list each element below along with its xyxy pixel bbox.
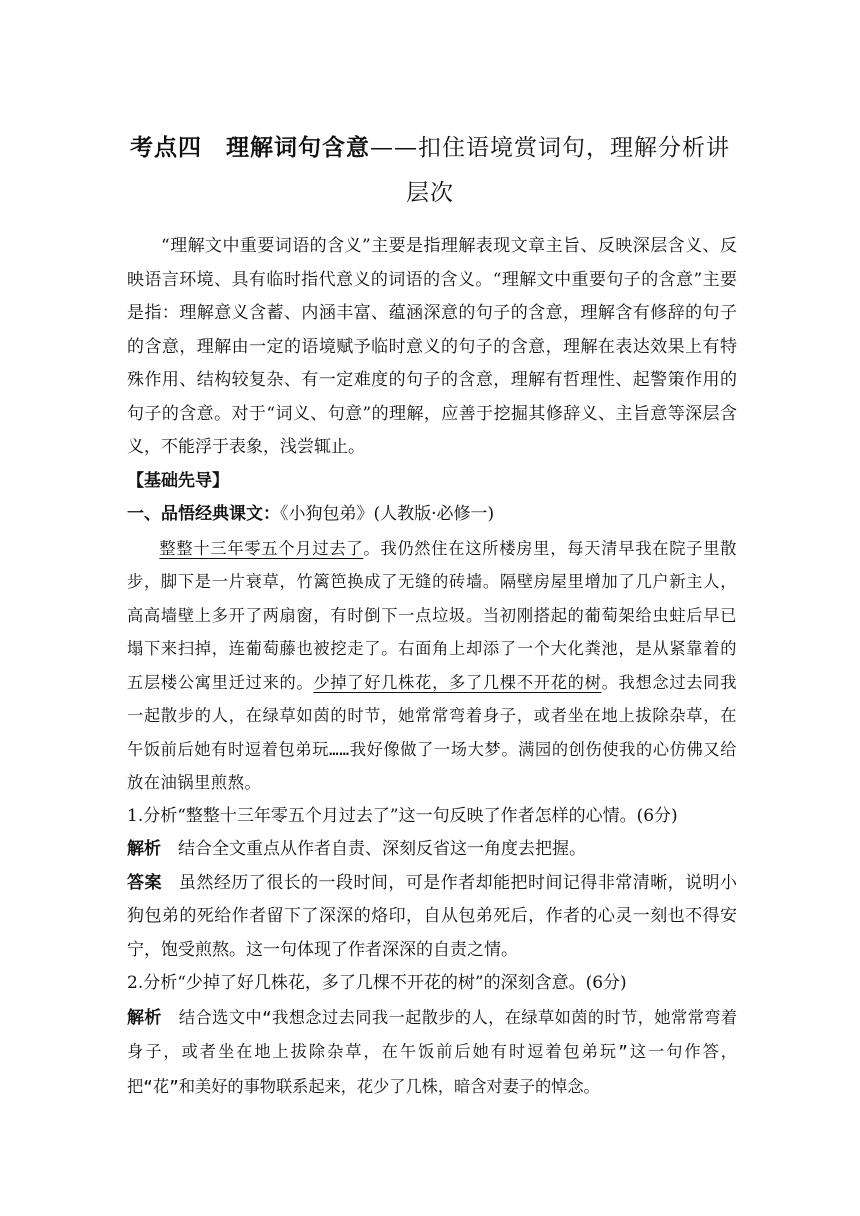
analysis-label-1: 解析 <box>127 839 161 859</box>
analysis-text-1: 结合全文重点从作者自责、深刻反省这一角度去把握。 <box>178 839 586 859</box>
passage-paragraph <box>127 532 737 800</box>
answer-text-1: 虽然经历了很长的一段时间，可是作者却能把时间记得非常清晰，说明小狗包弟的死给作者留下了深深的烙印，自从包弟死后，作者的心灵一刻也不得安宁，饱受煎熬。这一句体现了作者深深的自责之情。 <box>127 872 738 960</box>
analysis-2 <box>127 1001 737 1105</box>
subsection-source: 《小狗包弟》(人教版·必修一) <box>280 504 495 524</box>
question-1: 1.分析“整整十三年零五个月过去了”这一句反映了作者怎样的心情。(6分) <box>127 805 678 826</box>
title-sub: ——扣住语境赏词句，理解分析讲层次 <box>370 135 730 206</box>
underlined-sentence-1: 整整十三年零五个月过去了 <box>159 538 364 558</box>
subsection-heading <box>127 498 737 532</box>
analysis-text-2: 结合选文中“我想念过去同我一起散步的人，在绿草如茵的时节，她常常弯着身子，或者坐在地上拔除杂草，在午饭前后她有时逗着包弟玩”这一句作答，把“花”和美好的事物联系起来，花少了几株，暗含对妻子的悼念。 <box>127 1007 738 1096</box>
underlined-sentence-2: 少掉了好几株花，多了几棵不开花的树 <box>313 672 602 692</box>
question-2: 2.分析“少掉了好几株花，多了几棵不开花的树”的深刻含意。(6分) <box>127 973 627 993</box>
analysis-1 <box>127 833 737 867</box>
subsection-label: 一、品悟经典课文： <box>127 504 280 524</box>
passage-text-1: 。我仍然住在这所楼房里，每天清早我在院子里散步，脚下是一片衰草，竹篱笆换成了无缝的砖墙。隔壁房屋里增加了几户新主人，高高墙壁上多开了两扇窗，有时倒下一点垃圾。当初刚搭起的葡萄架给虫蛀后早已塌下来扫掉，连葡萄藤也被挖走了。右面角上却添了一个大化粪池，是从紧靠着的五层楼公寓里迁过来的。 <box>127 538 737 692</box>
answer-1 <box>127 867 737 968</box>
title-main: 考点四 理解词句含意 <box>130 135 370 161</box>
section-heading: 【基础先导】 <box>127 470 229 491</box>
intro-paragraph: “理解文中重要词语的含义”主要是指理解表现文章主旨、反映深层含义、反映语言环境、具有临时指代意义的词语的含义。“理解文中重要句子的含意”主要是指：理解意义含蓄、内涵丰富、蕴涵深意的句子的含意，理解含有修辞的句子的含意，理解由一定的语境赋予临时意义的句子的含意，理解在表达效果上有特殊作用、结构较复杂、有一定难度的句子的含意，理解有哲理性、起警策作用的句子的含意。对于“词义、句意”的理解，应善于挖掘其修辞义、主旨意等深层含义，不能浮于表象，浅尝辄止。 <box>127 236 737 457</box>
analysis-label-2: 解析 <box>127 1007 162 1028</box>
answer-label-1: 答案 <box>127 872 162 893</box>
document-body <box>127 230 737 1104</box>
page-title <box>120 126 740 216</box>
passage-text-2: 。我想念过去同我一起散步的人，在绿草如茵的时节，她常常弯着身子，或者坐在地上拔除杂草，在午饭前后她有时逗着包弟玩……我好像做了一场大梦。满园的创伤使我的心仿佛又给放在油锅里煎熬。 <box>127 672 737 792</box>
